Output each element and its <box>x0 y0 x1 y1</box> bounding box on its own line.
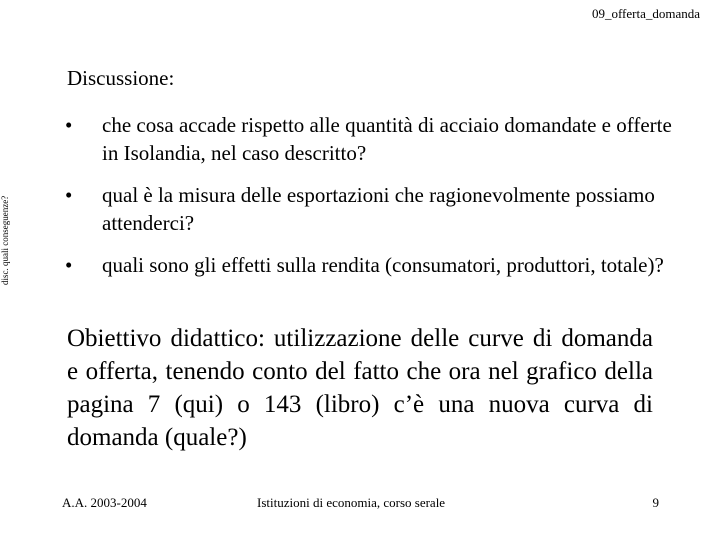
bullet-text: che cosa accade rispetto alle quantità di acciaio domandate e offerte in Isolandia, nel caso descritto? <box>102 113 672 165</box>
bullet-item <box>67 251 677 279</box>
bullet-item <box>67 181 677 237</box>
discussion-bullet-list <box>67 111 677 293</box>
bullet-text: quali sono gli effetti sulla rendita (consumatori, produttori, totale)? <box>102 253 664 277</box>
bullet-text: qual è la misura delle esportazioni che ragionevolmente possiamo attenderci? <box>102 183 655 235</box>
bullet-item <box>67 111 677 167</box>
footer-page-number: 9 <box>652 495 659 510</box>
footer-academic-year: A.A. 2003-2004 <box>62 495 147 510</box>
slide-file-tag: 09_offerta_domanda <box>591 6 700 21</box>
section-title: Discussione: <box>67 66 175 90</box>
bullet-dot-icon: • <box>65 113 73 137</box>
side-note: disc. quali conseguenze? <box>0 195 10 285</box>
bullet-dot-icon: • <box>65 183 73 207</box>
footer-course-name: Istituzioni di economia, corso serale <box>257 495 446 510</box>
bullet-dot-icon: • <box>65 253 73 277</box>
learning-objective: Obiettivo didattico: utilizzazione delle curve di domanda e offerta, tenendo conto del fatto che ora nel grafico della pagina 7 (qui) o 143 (libro) c’è una nuova curva di domanda (quale?) <box>67 325 653 451</box>
